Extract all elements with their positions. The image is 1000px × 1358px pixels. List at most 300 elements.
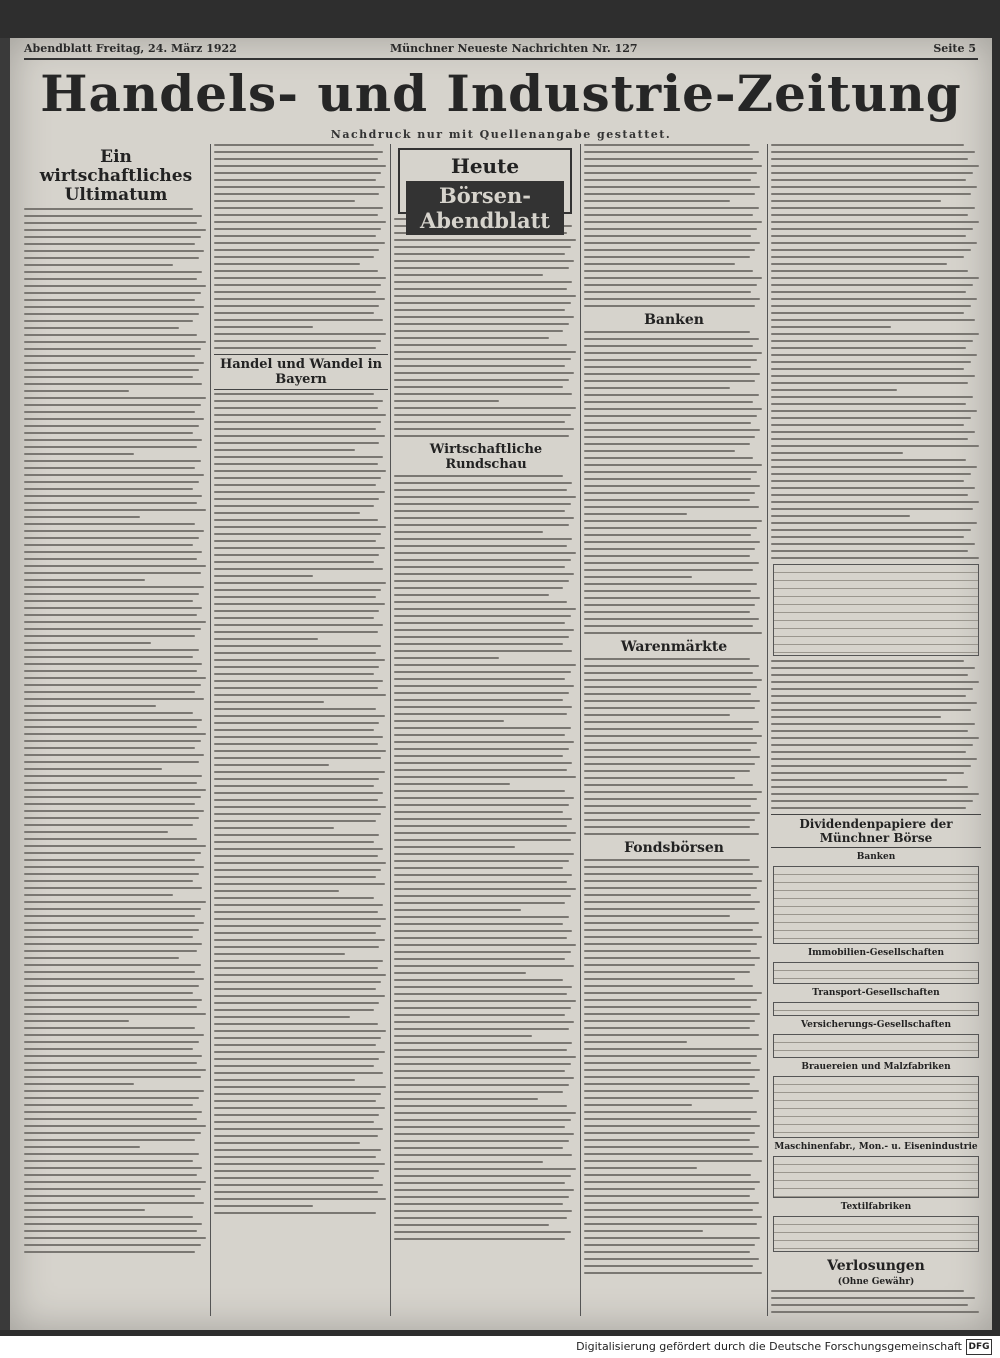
- text-line: [214, 484, 376, 486]
- text-line: [771, 807, 966, 809]
- table-row: [774, 1085, 978, 1093]
- text-line: [214, 1121, 374, 1123]
- text-line: [24, 1223, 202, 1225]
- text-line: [214, 1023, 378, 1025]
- text-line: [394, 874, 572, 876]
- text-line: [584, 562, 759, 564]
- text-line: [771, 529, 971, 531]
- text-line: [394, 524, 569, 526]
- text-line: [24, 418, 204, 420]
- table-row: [774, 597, 978, 605]
- text-line: [771, 744, 973, 746]
- article-body: [394, 218, 578, 437]
- article-body: [584, 658, 764, 835]
- text-line: [584, 270, 753, 272]
- text-line: [24, 446, 197, 448]
- text-line: [214, 736, 383, 738]
- text-line: [24, 1111, 202, 1113]
- text-line: [214, 841, 374, 843]
- text-line: [584, 583, 757, 585]
- text-line: [24, 1139, 195, 1141]
- text-line: [584, 756, 760, 758]
- text-line: [24, 1125, 206, 1127]
- text-line: [24, 579, 145, 581]
- text-line: [24, 509, 206, 511]
- table-row: [774, 971, 978, 979]
- text-line: [584, 611, 750, 613]
- text-line: [214, 312, 374, 314]
- text-line: [24, 376, 193, 378]
- text-line: [24, 1244, 201, 1246]
- text-line: [214, 249, 379, 251]
- table-heading: Brauereien und Malzfabriken: [801, 1062, 951, 1072]
- box-line-1: Heute: [450, 154, 520, 178]
- table-row: [774, 907, 978, 915]
- text-line: [24, 985, 199, 987]
- text-line: [24, 614, 197, 616]
- text-line: [394, 678, 565, 680]
- text-line: [394, 496, 576, 498]
- table-row: [774, 573, 978, 581]
- text-line: [24, 649, 199, 651]
- text-line: [584, 569, 753, 571]
- table-row: [774, 1165, 978, 1173]
- stock-table: [773, 1002, 979, 1016]
- text-line: [584, 1020, 755, 1022]
- text-line: [584, 478, 751, 480]
- text-line: [24, 810, 204, 812]
- stock-table: [773, 962, 979, 984]
- text-line: [24, 1230, 197, 1232]
- text-line: [771, 263, 947, 265]
- text-line: [24, 558, 197, 560]
- text-line: [584, 443, 750, 445]
- text-line: [394, 1231, 571, 1233]
- text-line: [214, 186, 385, 188]
- section-heading: Dividendenpapiere der Münchner Börse: [771, 814, 981, 848]
- text-line: [214, 848, 383, 850]
- text-line: [771, 193, 971, 195]
- text-line: [214, 1114, 379, 1116]
- text-line: [24, 957, 179, 959]
- text-line: [214, 1205, 313, 1207]
- article-heading: Ein wirtschaftliches Ultimatum: [39, 147, 193, 205]
- table-row: [774, 613, 978, 621]
- text-line: [584, 1118, 751, 1120]
- text-line: [24, 880, 193, 882]
- text-line: [214, 498, 379, 500]
- text-line: [24, 369, 199, 371]
- text-line: [24, 495, 202, 497]
- text-line: [24, 1104, 193, 1106]
- masthead-page: Seite 5: [933, 42, 976, 55]
- text-line: [214, 911, 378, 913]
- text-line: [394, 1042, 572, 1044]
- text-line: [24, 719, 202, 721]
- text-line: [584, 735, 762, 737]
- text-line: [584, 401, 753, 403]
- text-line: [24, 1181, 206, 1183]
- table-heading: Transport-Gesellschaften: [812, 988, 940, 998]
- text-line: [394, 1224, 549, 1226]
- text-line: [214, 1086, 386, 1088]
- text-line: [584, 387, 730, 389]
- text-line: [394, 309, 565, 311]
- text-line: [584, 901, 760, 903]
- text-line: [584, 908, 755, 910]
- text-line: [771, 214, 968, 216]
- text-line: [584, 1076, 755, 1078]
- text-line: [214, 1058, 379, 1060]
- text-line: [771, 709, 971, 711]
- text-line: [214, 221, 386, 223]
- text-line: [394, 1077, 574, 1079]
- text-line: [24, 656, 193, 658]
- text-line: [394, 1000, 576, 1002]
- text-line: [394, 650, 572, 652]
- text-line: [394, 902, 565, 904]
- text-line: [214, 207, 383, 209]
- text-line: [394, 400, 499, 402]
- text-line: [24, 1062, 197, 1064]
- text-line: [214, 540, 376, 542]
- table-heading: Versicherungs-Gesellschaften: [800, 1020, 952, 1030]
- text-line: [584, 819, 755, 821]
- text-line: [214, 235, 376, 237]
- text-line: [771, 326, 891, 328]
- text-line: [394, 1154, 572, 1156]
- text-line: [584, 158, 753, 160]
- text-line: [584, 408, 762, 410]
- text-line: [584, 728, 753, 730]
- text-line: [24, 565, 206, 567]
- text-line: [214, 1128, 383, 1130]
- text-line: [394, 867, 563, 869]
- text-line: [394, 671, 571, 673]
- text-line: [394, 839, 571, 841]
- text-line: [394, 365, 565, 367]
- table-row: [774, 1035, 978, 1043]
- text-line: [771, 403, 966, 405]
- text-line: [584, 235, 751, 237]
- text-line: [394, 1105, 567, 1107]
- text-line: [24, 943, 202, 945]
- text-line: [24, 425, 199, 427]
- text-line: [24, 740, 201, 742]
- text-line: [584, 534, 751, 536]
- text-line: [24, 1013, 206, 1015]
- text-line: [771, 368, 964, 370]
- text-line: [24, 978, 204, 980]
- text-line: [24, 355, 195, 357]
- text-line: [771, 522, 977, 524]
- text-line: [771, 319, 975, 321]
- text-line: [584, 492, 755, 494]
- text-line: [771, 779, 947, 781]
- text-line: [24, 523, 195, 525]
- text-line: [584, 464, 762, 466]
- text-line: [214, 631, 378, 633]
- text-line: [394, 302, 571, 304]
- text-line: [24, 950, 197, 952]
- text-line: [24, 1174, 197, 1176]
- text-line: [394, 853, 574, 855]
- text-line: [771, 333, 979, 335]
- text-line: [584, 1069, 760, 1071]
- text-line: [214, 1212, 376, 1214]
- text-line: [771, 249, 971, 251]
- text-line: [214, 270, 378, 272]
- text-line: [584, 338, 759, 340]
- text-line: [584, 784, 753, 786]
- text-line: [24, 530, 204, 532]
- text-line: [771, 291, 966, 293]
- text-line: [394, 748, 569, 750]
- text-line: [584, 1097, 753, 1099]
- text-line: [394, 1014, 565, 1016]
- text-line: [214, 988, 376, 990]
- text-line: [584, 1258, 759, 1260]
- text-line: [394, 407, 576, 409]
- box-line-2: Börsen-Abendblatt: [406, 181, 564, 235]
- table-row: [774, 605, 978, 613]
- text-line: [394, 713, 567, 715]
- text-line: [394, 316, 574, 318]
- text-line: [771, 751, 966, 753]
- text-line: [771, 144, 964, 146]
- text-line: [394, 825, 567, 827]
- text-line: [394, 552, 576, 554]
- article-body: [584, 859, 764, 1274]
- text-line: [394, 587, 563, 589]
- column-rule: [390, 144, 391, 1316]
- text-line: [584, 742, 757, 744]
- text-line: [394, 741, 574, 743]
- text-line: [24, 208, 193, 210]
- text-line: [584, 604, 755, 606]
- text-line: [394, 769, 567, 771]
- text-line: [584, 291, 751, 293]
- table-row: [774, 883, 978, 891]
- text-line: [214, 256, 374, 258]
- text-line: [214, 904, 383, 906]
- text-line: [24, 264, 173, 266]
- text-line: [771, 466, 977, 468]
- text-line: [394, 1175, 571, 1177]
- text-line: [214, 883, 385, 885]
- text-line: [394, 1203, 563, 1205]
- text-line: [584, 520, 762, 522]
- text-line: [584, 373, 760, 375]
- stock-table: [773, 1216, 979, 1252]
- table-row: [774, 867, 978, 875]
- text-line: [771, 179, 966, 181]
- text-line: [24, 1216, 193, 1218]
- text-line: [394, 566, 565, 568]
- text-line: [394, 916, 569, 918]
- text-line: [771, 445, 979, 447]
- text-line: [584, 1013, 760, 1015]
- text-line: [771, 186, 977, 188]
- text-line: [394, 253, 565, 255]
- text-line: [24, 1167, 202, 1169]
- text-line: [771, 793, 979, 795]
- announcement-box: [398, 148, 572, 233]
- table-row: [774, 931, 978, 939]
- table-row: [774, 1125, 978, 1133]
- text-line: [584, 936, 762, 938]
- text-line: [214, 624, 383, 626]
- text-line: [771, 702, 977, 704]
- text-line: [584, 950, 751, 952]
- text-line: [771, 221, 979, 223]
- text-line: [394, 965, 574, 967]
- text-line: [214, 652, 376, 654]
- text-line: [24, 761, 199, 763]
- text-line: [24, 712, 193, 714]
- table-row: [774, 589, 978, 597]
- text-line: [584, 915, 730, 917]
- table-row: [774, 1109, 978, 1117]
- text-line: [771, 438, 968, 440]
- text-line: [584, 749, 751, 751]
- text-line: [394, 281, 572, 283]
- text-line: [584, 1083, 750, 1085]
- column-4: [584, 144, 764, 1316]
- text-line: [584, 165, 762, 167]
- text-line: [24, 1195, 195, 1197]
- text-line: [394, 1056, 576, 1058]
- text-line: [394, 811, 563, 813]
- text-line: [584, 1006, 751, 1008]
- text-line: [584, 506, 759, 508]
- text-line: [394, 267, 569, 269]
- text-line: [214, 855, 378, 857]
- text-line: [214, 939, 385, 941]
- page-title: Handels- und Industrie-Zeitung: [40, 64, 962, 123]
- text-line: [24, 894, 173, 896]
- text-line: [24, 313, 199, 315]
- text-line: [214, 617, 374, 619]
- text-line: [24, 929, 199, 931]
- article-body: [214, 393, 388, 1214]
- text-line: [394, 972, 526, 974]
- text-line: [394, 337, 549, 339]
- text-line: [214, 673, 374, 675]
- text-line: [584, 429, 760, 431]
- text-line: [24, 803, 195, 805]
- text-line: [394, 1133, 574, 1135]
- text-line: [24, 1020, 129, 1022]
- text-line: [394, 531, 543, 533]
- text-line: [24, 845, 206, 847]
- text-line: [771, 1290, 964, 1292]
- text-line: [584, 887, 757, 889]
- text-line: [214, 442, 379, 444]
- text-line: [584, 658, 750, 660]
- text-line: [584, 992, 762, 994]
- text-line: [214, 449, 355, 451]
- text-line: [214, 326, 313, 328]
- dfg-logo: DFG: [966, 1339, 992, 1355]
- text-line: [24, 1209, 145, 1211]
- text-line: [214, 561, 374, 563]
- table-row: [774, 645, 978, 653]
- text-line: [214, 813, 381, 815]
- text-line: [771, 312, 964, 314]
- text-line: [24, 1097, 199, 1099]
- text-line: [394, 393, 572, 395]
- text-line: [214, 144, 374, 146]
- article-body: [394, 475, 578, 1240]
- stock-table: [773, 866, 979, 944]
- text-line: [24, 544, 193, 546]
- text-line: [584, 1167, 697, 1169]
- section-subheading: (Ohne Gewähr): [837, 1277, 915, 1287]
- table-heading: Textilfabriken: [840, 1202, 912, 1212]
- text-line: [394, 790, 565, 792]
- text-line: [24, 411, 195, 413]
- text-line: [584, 527, 757, 529]
- text-line: [394, 435, 569, 437]
- text-line: [584, 971, 750, 973]
- text-line: [24, 1083, 134, 1085]
- text-line: [584, 978, 735, 980]
- text-line: [24, 467, 195, 469]
- text-line: [214, 785, 374, 787]
- table-row: [774, 963, 978, 971]
- table-row: [774, 565, 978, 573]
- text-line: [214, 547, 385, 549]
- text-line: [214, 214, 378, 216]
- text-line: [584, 186, 760, 188]
- text-line: [24, 439, 202, 441]
- text-line: [584, 693, 751, 695]
- text-line: [584, 415, 757, 417]
- text-line: [584, 618, 759, 620]
- text-line: [214, 932, 376, 934]
- text-line: [394, 1098, 538, 1100]
- text-line: [394, 1161, 543, 1163]
- footer-bar: [0, 1336, 1000, 1358]
- text-line: [214, 750, 386, 752]
- text-line: [584, 179, 751, 181]
- text-line: [394, 428, 574, 430]
- text-line: [214, 1072, 383, 1074]
- text-line: [214, 995, 385, 997]
- text-line: [394, 699, 563, 701]
- text-line: [214, 806, 386, 808]
- text-line: [24, 1188, 201, 1190]
- page-edge: [0, 38, 10, 1330]
- table-row: [774, 891, 978, 899]
- text-line: [394, 1091, 563, 1093]
- text-line: [24, 775, 202, 777]
- text-line: [24, 733, 206, 735]
- text-line: [24, 670, 197, 672]
- text-line: [394, 386, 563, 388]
- stock-table: [773, 1076, 979, 1138]
- text-line: [24, 250, 204, 252]
- text-line: [584, 1125, 760, 1127]
- text-line: [584, 943, 757, 945]
- text-line: [214, 533, 381, 535]
- text-line: [771, 389, 897, 391]
- text-line: [584, 1055, 757, 1057]
- text-line: [214, 1065, 374, 1067]
- text-line: [584, 193, 755, 195]
- text-line: [214, 407, 378, 409]
